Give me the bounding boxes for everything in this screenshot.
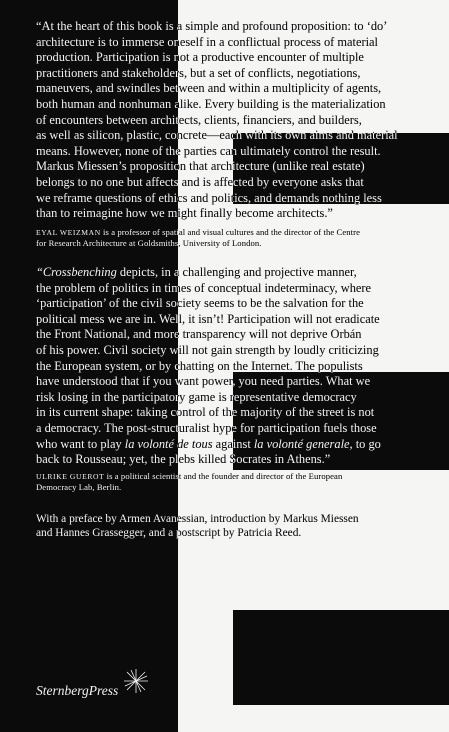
bio-text: is a professor of spatial and visual cultures and the director of the Centre (100, 227, 361, 237)
quote-line: ‘participation’ of the civil society seems to be the salvation for the (36, 296, 364, 311)
quote-line: of encounters between architects, clients, financiers, and builders, (36, 112, 362, 127)
quote-line: in its current shape: taking control of the majority of the street is not (36, 405, 375, 420)
quote-line: than to reimagine how we might finally become architects.” (36, 206, 333, 221)
quote-text: , to go (349, 436, 381, 451)
bio-text: Democracy Lab, Berlin. (36, 482, 122, 493)
bio-text: for Research Architecture at Goldsmiths, University of London. (36, 238, 262, 249)
quote-line: belongs to no one but affects and is affected by everyone asks that (36, 174, 364, 189)
quote-line: of his power. Civil society will not gain strength by loudly criticizing (36, 342, 379, 357)
quote-line: the European system, or by chatting on the Internet. The populists (36, 358, 363, 373)
quote-italic: la volonté de tous (124, 436, 213, 451)
bio-name: ULRIKE GUEROT (36, 472, 105, 481)
credits-line: With a preface by Armen Avanessian, introduction by Markus Miessen (36, 513, 359, 525)
quote-line: means. However, none of the parties can ultimately control the result. (36, 143, 381, 158)
bio-text: is a political scientist and the founder and director of the European (104, 471, 343, 481)
star-burst-icon (122, 667, 150, 695)
quote-line: production. Participation is not a productive encounter of multiple (36, 50, 364, 65)
quote-line: risk losing in the participatory game is representative democracy (36, 389, 357, 404)
quote-line: we reframe questions of ethics and politics, and demands nothing less (36, 190, 382, 205)
quote-line: Markus Miessen’s proposition that architecture (unlike real estate) (36, 159, 365, 174)
credits (36, 512, 441, 541)
book-title: “Crossbenching (36, 265, 117, 279)
quote-line: architecture is to immerse oneself in a conflictual process of material (36, 34, 378, 49)
quote-line: a democracy. The post-structuralist hype for participation fuels those (36, 420, 377, 435)
credits-line: and Hannes Grassegger, and a postscript by Patricia Reed. (36, 527, 302, 540)
quote-italic: la volonté generale (253, 436, 350, 451)
quote-line: “At the heart of this book is a simple and profound proposition: to ‘do’ (36, 19, 388, 33)
bio-weizman (36, 227, 441, 250)
quote-line: the problem of politics in times of conceptual indeterminacy, where (36, 280, 372, 295)
quote-weizman (36, 19, 441, 222)
quote-line: practitioners and stakeholders, but a set of conflicts, negotiations, (36, 65, 361, 80)
quote-line: have understood that if you want power, you need parties. What we (36, 374, 371, 389)
quote-line: the Front National, and more transparency will not deprive Orbán (36, 327, 362, 342)
bio-guerot (36, 471, 441, 494)
bio-name: EYAL WEIZMAN (36, 228, 101, 237)
quote-text: depicts, in a challenging and projective manner, (116, 265, 357, 279)
quote-text: against (212, 436, 254, 451)
quote-guerot (36, 265, 441, 468)
quote-line: political mess we are in. Well, it isn’t! Participation will not eradicate (36, 311, 380, 326)
quote-line: as well as silicon, plastic, concrete—each with its own aims and material (36, 128, 398, 143)
quote-text: who want to play (36, 436, 125, 451)
quote-line: both human and nonhuman alike. Every building is the materialization (36, 96, 386, 111)
graphic-bottom-band (178, 705, 449, 732)
quote-line: maneuvers, and swindles between and within a multiplicity of agents, (36, 81, 382, 96)
quote-line: back to Rousseau; yet, the plebs killed Socrates in Athens.” (36, 452, 331, 467)
publisher-logo: SternbergPress (36, 683, 119, 698)
